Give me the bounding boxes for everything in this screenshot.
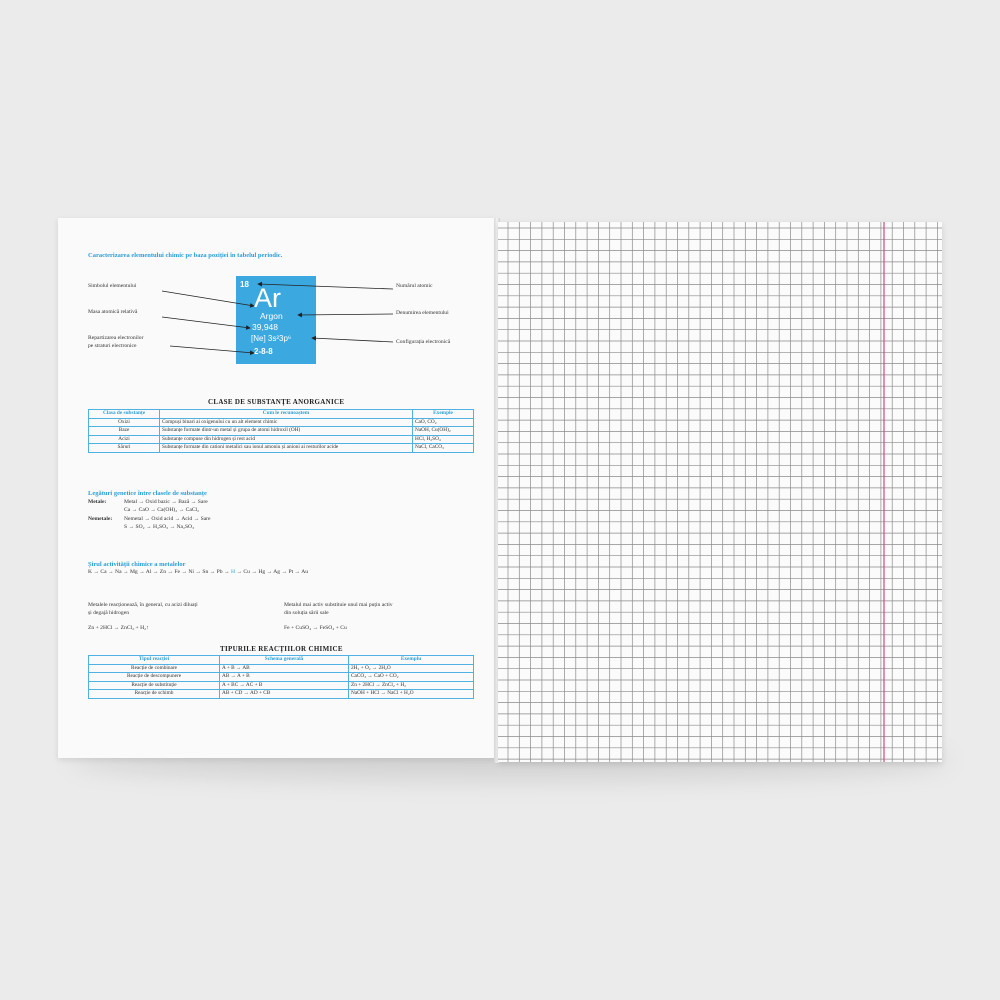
table-cell: CaCO₃ → CaO + CO₂ xyxy=(349,673,474,682)
grid-paper xyxy=(498,222,942,762)
metals-label: Metale: xyxy=(88,499,107,505)
table-row xyxy=(89,690,474,699)
table-cell: NaCl, CaCO₃ xyxy=(413,444,474,453)
table-cell: Reacție de substituție xyxy=(89,681,220,690)
arrow-number xyxy=(258,284,393,289)
classes-table-header xyxy=(89,410,474,419)
table-row xyxy=(89,664,474,673)
metals-chain-2: Ca → CaO → Ca(OH)₂ → CaCl₂ xyxy=(124,507,200,513)
label-atomic-mass: Masa atomică relativă xyxy=(88,309,138,315)
genetic-links-title: Legături genetice între clasele de substanțe xyxy=(88,490,207,497)
element-name: Argon xyxy=(260,311,283,321)
table-row xyxy=(89,418,474,427)
element-config: [Ne] 3s²3p⁶ xyxy=(251,334,292,343)
activity-series-hydrogen: H xyxy=(230,569,236,575)
reactions-table-header xyxy=(89,656,474,665)
activity-series-title: Șirul activității chimice a metalelor xyxy=(88,561,186,568)
table-cell: Zn + 2HCl → ZnCl₂ + H₂ xyxy=(349,681,474,690)
note-right-line-1: Metalul mai activ substituie unul mai puțin activ xyxy=(284,602,393,608)
label-electron-config: Configurația electronică xyxy=(396,339,451,345)
table-cell: Reacție de schimb xyxy=(89,690,220,699)
table-row xyxy=(89,681,474,690)
table-cell: Substanțe formate din cationi metalici sau ionul amoniu și anioni ai resturilor acide xyxy=(160,444,413,453)
table-header: Tipul reacției xyxy=(89,656,220,665)
table-row xyxy=(89,427,474,436)
left-page xyxy=(58,218,496,758)
table-cell: Substanțe compuse din hidrogen și rest acid xyxy=(160,435,413,444)
note-left-equation: Zn + 2HCl → ZnCl₂ + H₂↑ xyxy=(88,625,149,631)
nonmetals-label: Nemetale: xyxy=(88,516,113,522)
metals-chain-1: Metal → Oxid bazic → Bază → Sare xyxy=(124,499,208,505)
arrow-config xyxy=(312,338,393,342)
label-element-name: Denumirea elementului xyxy=(396,310,449,316)
table-cell: Reacție de combinare xyxy=(89,664,220,673)
table-header: Exemplu xyxy=(349,656,474,665)
element-symbol: Ar xyxy=(254,283,281,313)
arrow-symbol xyxy=(162,291,254,306)
table-cell: Acizi xyxy=(89,435,160,444)
table-cell: NaOH, Cu(OH)₂ xyxy=(413,427,474,436)
activity-series-start: K → Ca → Na → Mg → Al → Zn → Fe → Ni → Sn → Pb → xyxy=(88,569,230,575)
nonmetals-chain-1: Nemetal → Oxid acid → Acid → Sare xyxy=(124,516,211,522)
table-header: Schema generală xyxy=(220,656,349,665)
reactions-title: TIPURILE REACȚIILOR CHIMICE xyxy=(220,645,343,653)
arrow-distribution xyxy=(170,346,254,353)
label-atomic-number: Numărul atomic xyxy=(396,283,433,289)
table-cell: Oxizi xyxy=(89,418,160,427)
label-electron-distribution-1: Repartizarea electronilor xyxy=(88,335,144,341)
table-cell: AB → A + B xyxy=(220,673,349,682)
element-mass: 39,948 xyxy=(252,322,278,332)
note-right-line-2: din soluția sării sale xyxy=(284,610,329,616)
note-left-line-1: Metalele reacționează, în general, cu acizi diluați xyxy=(88,602,198,608)
activity-series xyxy=(88,568,308,576)
classes-title: CLASE DE SUBSTANȚE ANORGANICE xyxy=(208,398,345,406)
table-cell: Compuși binari ai oxigenului cu un alt element chimic xyxy=(160,418,413,427)
table-cell: Substanțe formate dintr-un metal și grupa de atomi hidroxil (OH) xyxy=(160,427,413,436)
table-cell: Baze xyxy=(89,427,160,436)
table-cell: Săruri xyxy=(89,444,160,453)
table-header: Cum le recunoaștem xyxy=(160,410,413,419)
table-cell: 2H₂ + O₂ → 2H₂O xyxy=(349,664,474,673)
note-left-line-2: și degajă hidrogen xyxy=(88,610,130,616)
table-cell: A + B → AB xyxy=(220,664,349,673)
table-row xyxy=(89,435,474,444)
table-cell: CaO, CO₂ xyxy=(413,418,474,427)
table-cell: A + BC → AC + B xyxy=(220,681,349,690)
activity-series-end: → Cu → Hg → Ag → Pt → Au xyxy=(236,569,309,575)
table-row xyxy=(89,444,474,453)
reactions-table xyxy=(88,655,474,699)
arrow-mass xyxy=(162,317,250,328)
table-cell: Reacție de descompunere xyxy=(89,673,220,682)
label-element-symbol: Simbolul elementului xyxy=(88,283,137,289)
table-cell: AB + CD → AD + CB xyxy=(220,690,349,699)
note-right-equation: Fe + CuSO₄ → FeSO₄ + Cu xyxy=(284,625,347,631)
arrow-name xyxy=(298,314,393,315)
nonmetals-chain-2: S → SO₂ → H₂SO₃ → Na₂SO₃ xyxy=(124,524,195,530)
table-cell: HCl, H₂SO₄ xyxy=(413,435,474,444)
element-layers: 2-8-8 xyxy=(254,347,273,356)
element-atomic-number: 18 xyxy=(240,280,249,289)
table-header: Clasa de substanțe xyxy=(89,410,160,419)
classes-table xyxy=(88,409,474,453)
table-header: Exemple xyxy=(413,410,474,419)
table-cell: NaOH + HCl → NaCl + H₂O xyxy=(349,690,474,699)
element-characterization-title: Caracterizarea elementului chimic pe baza poziției în tabelul periodic. xyxy=(88,252,283,259)
table-row xyxy=(89,673,474,682)
right-page-grid xyxy=(498,222,942,762)
label-electron-distribution-2: pe straturi electronice xyxy=(88,343,137,349)
